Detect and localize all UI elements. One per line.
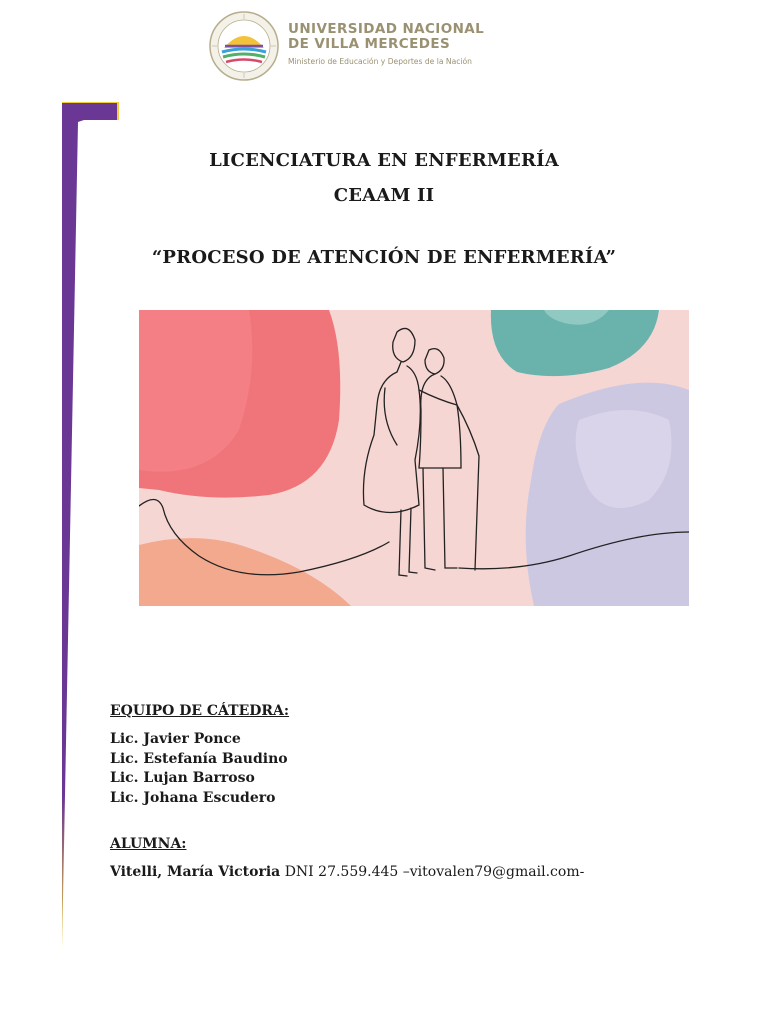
faculty-list: [110, 730, 288, 808]
university-name: [288, 22, 484, 52]
university-seal-icon: [208, 10, 280, 82]
nurse-assisting-elderly-illustration: [139, 310, 689, 606]
university-logo: [208, 10, 508, 80]
course-title: CEAAM II: [333, 185, 435, 206]
document-title: “PROCESO DE ATENCIÓN DE ENFERMERÍA”: [151, 247, 617, 268]
student-info: [110, 864, 584, 880]
student-name: Vitelli, María Victoria: [110, 864, 281, 880]
university-name-line2: DE VILLA MERCEDES: [288, 36, 451, 52]
faculty-member: Lic. Estefanía Baudino: [110, 750, 288, 767]
faculty-member: Lic. Lujan Barroso: [110, 770, 255, 786]
decorative-bracket: [58, 102, 120, 952]
student-heading: ALUMNA:: [110, 836, 187, 852]
faculty-member: Lic. Javier Ponce: [110, 731, 241, 747]
career-title: LICENCIATURA EN ENFERMERÍA: [209, 150, 559, 171]
faculty-heading: EQUIPO DE CÁTEDRA:: [110, 703, 290, 719]
university-name-line1: UNIVERSIDAD NACIONAL: [288, 21, 485, 37]
faculty-member: Lic. Johana Escudero: [110, 789, 276, 806]
student-details: DNI 27.559.445 –vitovalen79@gmail.com-: [280, 864, 585, 880]
ministry-subtitle: Ministerio de Educación y Deportes de la Nación: [288, 57, 473, 66]
